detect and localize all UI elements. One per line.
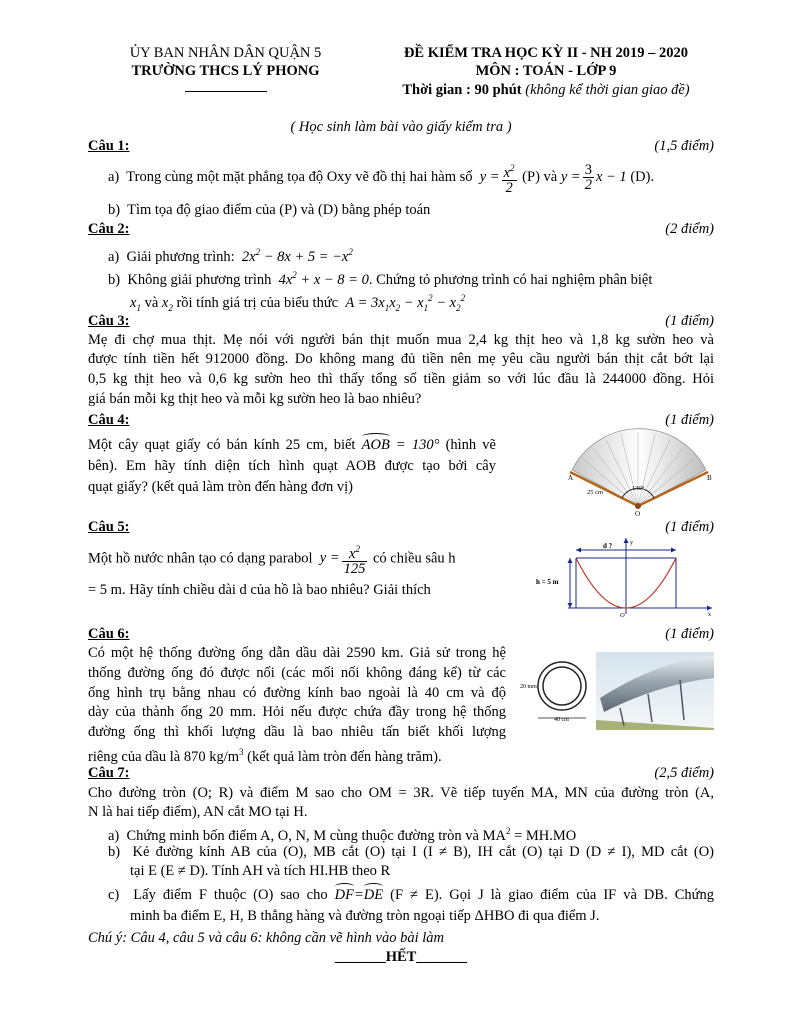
q6-line-3: ống hình trụ bằng nhau có đường kính bao ngoài là 40 cm và độ xyxy=(88,684,506,701)
q7-c-text1a: Lấy điểm F thuộc (O) sao cho xyxy=(133,887,328,903)
q4-line1a: Một cây quạt giấy có bán kính 25 cm, biết xyxy=(88,437,356,453)
q1-a-d: (D). xyxy=(630,169,655,185)
instruction: ( Học sinh làm bài vào giấy kiểm tra ) xyxy=(290,119,512,135)
q5-header xyxy=(88,518,714,537)
label-h: h = 5 m xyxy=(536,578,559,586)
q3-line-1: Mẹ đi chợ mua thịt. Mẹ nói với người bán thịt muốn mua 2,4 kg thịt heo và 1,8 kg sườn heo và xyxy=(88,332,714,348)
q7-c-line-1 xyxy=(108,885,714,906)
q7-b-line-1 xyxy=(108,843,714,862)
header-rule xyxy=(185,91,267,92)
q7-a: a) Chứng minh bốn điểm A, O, N, M cùng thuộc đường tròn và $MA^2 = MH.MO$ xyxy=(108,826,577,844)
label-radius: 25 cm xyxy=(587,489,604,496)
q1-formula-d: y = $\frac{3}{2}$ x − 1 xyxy=(560,162,627,194)
label-o: O xyxy=(635,510,641,516)
header-left xyxy=(88,44,363,92)
q7-b-text1: Kẻ đường kính AB của (O), MB cắt (O) tại I (I ≠ B), IH cắt (O) tại D (D ≠ I), MD cắt (O) xyxy=(132,844,715,860)
fan-pivot xyxy=(635,503,641,509)
q7-c-label: c) xyxy=(108,887,120,903)
q5-line-2: = 5 m. Hãy tính chiều dài d của hồ là bao nhiêu? Giải thích xyxy=(88,582,431,598)
q3-line-4: giá bán mỗi kg thịt heo và mỗi kg sườn heo là bao nhiêu? xyxy=(88,391,422,407)
label-y: y xyxy=(630,540,633,546)
q3-line-3: 0,5 kg thịt heo và 0,6 kg sườn heo thì thấy tổng số tiền giảm so với lúc đầu là 244000 đồng. Hỏi xyxy=(88,371,714,387)
x-axis-arrow xyxy=(707,606,712,611)
label-angle: 130° xyxy=(632,485,645,492)
label-40cm: 40 cm xyxy=(554,717,569,723)
q6-points: (1 điểm) xyxy=(665,626,714,642)
q7-points: (2,5 điểm) xyxy=(654,765,714,781)
label-d: d ? xyxy=(603,542,613,550)
q4-line-1 xyxy=(88,435,496,456)
q6-line-6: riêng của dầu là 870 $kg/m^3$ (kết quả làm tròn đến hàng trăm). xyxy=(88,746,442,765)
q5-points: (1 điểm) xyxy=(665,519,714,535)
district-name: ỦY BAN NHÂN DÂN QUẬN 5 xyxy=(129,45,322,61)
q7-b-label: b) xyxy=(108,844,121,860)
q7-a-text-end: = MH.MO xyxy=(514,827,577,844)
q7-header xyxy=(88,764,714,783)
q3-title: Câu 3: xyxy=(88,313,130,329)
q5-line1a: Một hồ nước nhân tạo có dạng parabol xyxy=(88,550,313,567)
pipe-inner-circle xyxy=(543,667,581,705)
q5-line1b: có chiều sâu h xyxy=(373,550,456,567)
y-axis-arrow xyxy=(624,538,629,543)
q1-b-text: Tìm tọa độ giao điểm của (P) và (D) bằng phép toán xyxy=(127,202,431,218)
q2-points: (2 điểm) xyxy=(665,221,714,237)
q7-arc-equal: DF =DE xyxy=(335,887,383,903)
parabola-figure xyxy=(532,536,718,620)
q6-line-4: dày của thành ống 20 mm. Hỏi nếu được chứa đầy trong hệ thống xyxy=(88,704,506,721)
q2-b-text1: Không giải phương trình xyxy=(127,271,272,288)
q4-text xyxy=(88,435,496,498)
q4-line-3: quạt giấy? (kết quả làm tròn đến hàng đơn vị) xyxy=(88,479,353,495)
q5-formula: y = $\frac{x^2}{125}$ xyxy=(316,544,366,577)
label-o: O xyxy=(620,612,625,619)
depth-arrow-bottom xyxy=(568,603,573,608)
q2-b-text4: rồi tính giá trị của biểu thức xyxy=(176,294,339,311)
width-arrow-right xyxy=(671,548,676,553)
q6-line-1: Có một hệ thống đường ống dẫn dầu dài 2590 km. Giả sử trong hệ xyxy=(88,645,506,661)
q7-c-text2: minh ba điểm E, H, B thẳng hàng và đường tròn ngoại tiếp ΔHBO đi qua điểm J. xyxy=(130,908,600,924)
subject-line: MÔN : TOÁN - LỚP 9 xyxy=(475,63,617,79)
label-20mm: 20 mm xyxy=(520,684,537,690)
q2-a xyxy=(108,242,353,267)
header-right xyxy=(380,44,712,100)
q4-title: Câu 4: xyxy=(88,412,130,428)
q3-header xyxy=(88,312,714,331)
q3-points: (1 điểm) xyxy=(665,313,714,329)
q6-title: Câu 6: xyxy=(88,626,130,642)
q6-line-2: thống đường ống đó được nối (các mối nối không đáng kể) từ các xyxy=(88,664,506,681)
label-b: B xyxy=(707,474,712,482)
q7-title: Câu 7: xyxy=(88,765,130,781)
time-label: Thời gian : 90 phút xyxy=(402,82,522,98)
q1-formula-p: y = $\frac{x^2}{2}$ xyxy=(476,162,515,196)
q1-a-text: Trong cùng một mặt phẳng tọa độ Oxy vẽ đồ thị hai hàm số xyxy=(126,169,473,185)
q7-c-text1b: (F ≠ E). Gọi J là giao điểm của IF và DB. Chứng xyxy=(390,887,714,903)
q2-x2: $x_2$ xyxy=(161,294,173,313)
end-marker: _______HẾT_______ xyxy=(334,949,468,965)
q4-line1b: (hình vẽ xyxy=(445,437,496,453)
width-arrow-left xyxy=(576,548,581,553)
q5-title: Câu 5: xyxy=(88,519,130,535)
q2-expression: $A = 3x_1x_2 - x_1^2 - x_2^2$ xyxy=(341,293,466,313)
q1-b xyxy=(108,201,430,220)
q5-line-1 xyxy=(88,542,498,576)
q1-points: (1,5 điểm) xyxy=(654,138,714,154)
q2-b-text2: . Chứng tỏ phương trình có hai nghiệm phân biệt xyxy=(368,271,653,288)
q2-title: Câu 2: xyxy=(88,221,130,237)
exam-title: ĐỀ KIỂM TRA HỌC KỲ II - NH 2019 – 2020 xyxy=(403,45,689,61)
school-name: TRƯỜNG THCS LÝ PHONG xyxy=(131,63,320,79)
q2-header xyxy=(88,220,714,239)
q6-header xyxy=(88,625,714,644)
q6-line-5: đường ống thì khối lượng dầu là bao nhiêu tấn biết khối lượng xyxy=(88,724,506,741)
q1-b-label: b) xyxy=(108,202,121,218)
q2-b-equation: $4x^2 + x - 8 = 0$ xyxy=(274,270,369,288)
time-line xyxy=(380,80,712,100)
q4-line-2: bên). Em hãy tính diện tích hình quạt AOB được tạo bởi cây xyxy=(88,458,496,474)
q2-a-text: Giải phương trình: xyxy=(126,248,235,265)
q1-title: Câu 1: xyxy=(88,138,130,154)
q1-a xyxy=(108,160,714,195)
q1-a-p: (P) và xyxy=(522,169,558,185)
label-x: x xyxy=(708,612,711,618)
q7-a-label: a) xyxy=(108,827,120,844)
q2-b xyxy=(108,265,714,290)
paper-fan-figure xyxy=(560,428,720,516)
q6-last-line: riêng của dầu là 870 kg/m xyxy=(88,748,239,765)
q3-line-2: được tính tiền hết 912000 đồng. Do không mang đủ tiền nên mẹ yêu cầu người bán thịt cắt bớt lại xyxy=(88,351,714,367)
q2-b-text3: và xyxy=(144,294,159,311)
q7-c xyxy=(108,885,714,927)
q1-header xyxy=(88,137,714,156)
q2-x1: $x_1$ xyxy=(130,294,141,313)
q6-last-line-end: (kết quả làm tròn đến hàng trăm). xyxy=(247,748,442,765)
time-note: (không kể thời gian giao đề) xyxy=(525,82,690,98)
q2-a-equation: $2x^2 - 8x + 5 = -x^2$ xyxy=(238,247,353,265)
pipe-figure xyxy=(520,650,716,730)
q7-intro-1: Cho đường tròn (O; R) và điểm M sao cho OM = 3R. Vẽ tiếp tuyến MA, MN của đường tròn (A, xyxy=(88,785,714,801)
q4-angle: AOB = 130° xyxy=(362,437,440,453)
footnote: Chú ý: Câu 4, câu 5 và câu 6: không cần vẽ hình vào bài làm xyxy=(88,930,444,946)
q7-intro-2: N là hai tiếp điểm), AN cắt MO tại H. xyxy=(88,804,308,820)
q4-points: (1 điểm) xyxy=(665,412,714,428)
q2-b-label: b) xyxy=(108,271,121,288)
q6-text xyxy=(88,644,506,768)
q7-b-text2: tại E (E ≠ D). Tính AH và tích HI.HB theo R xyxy=(130,863,391,879)
depth-arrow-top xyxy=(568,558,573,563)
q7-a-text: Chứng minh bốn điểm A, O, N, M cùng thuộc đường tròn và MA xyxy=(126,827,506,844)
q1-a-label: a) xyxy=(108,169,120,185)
q7-b xyxy=(108,843,714,881)
label-a: A xyxy=(568,474,574,482)
q2-a-label: a) xyxy=(108,248,120,265)
